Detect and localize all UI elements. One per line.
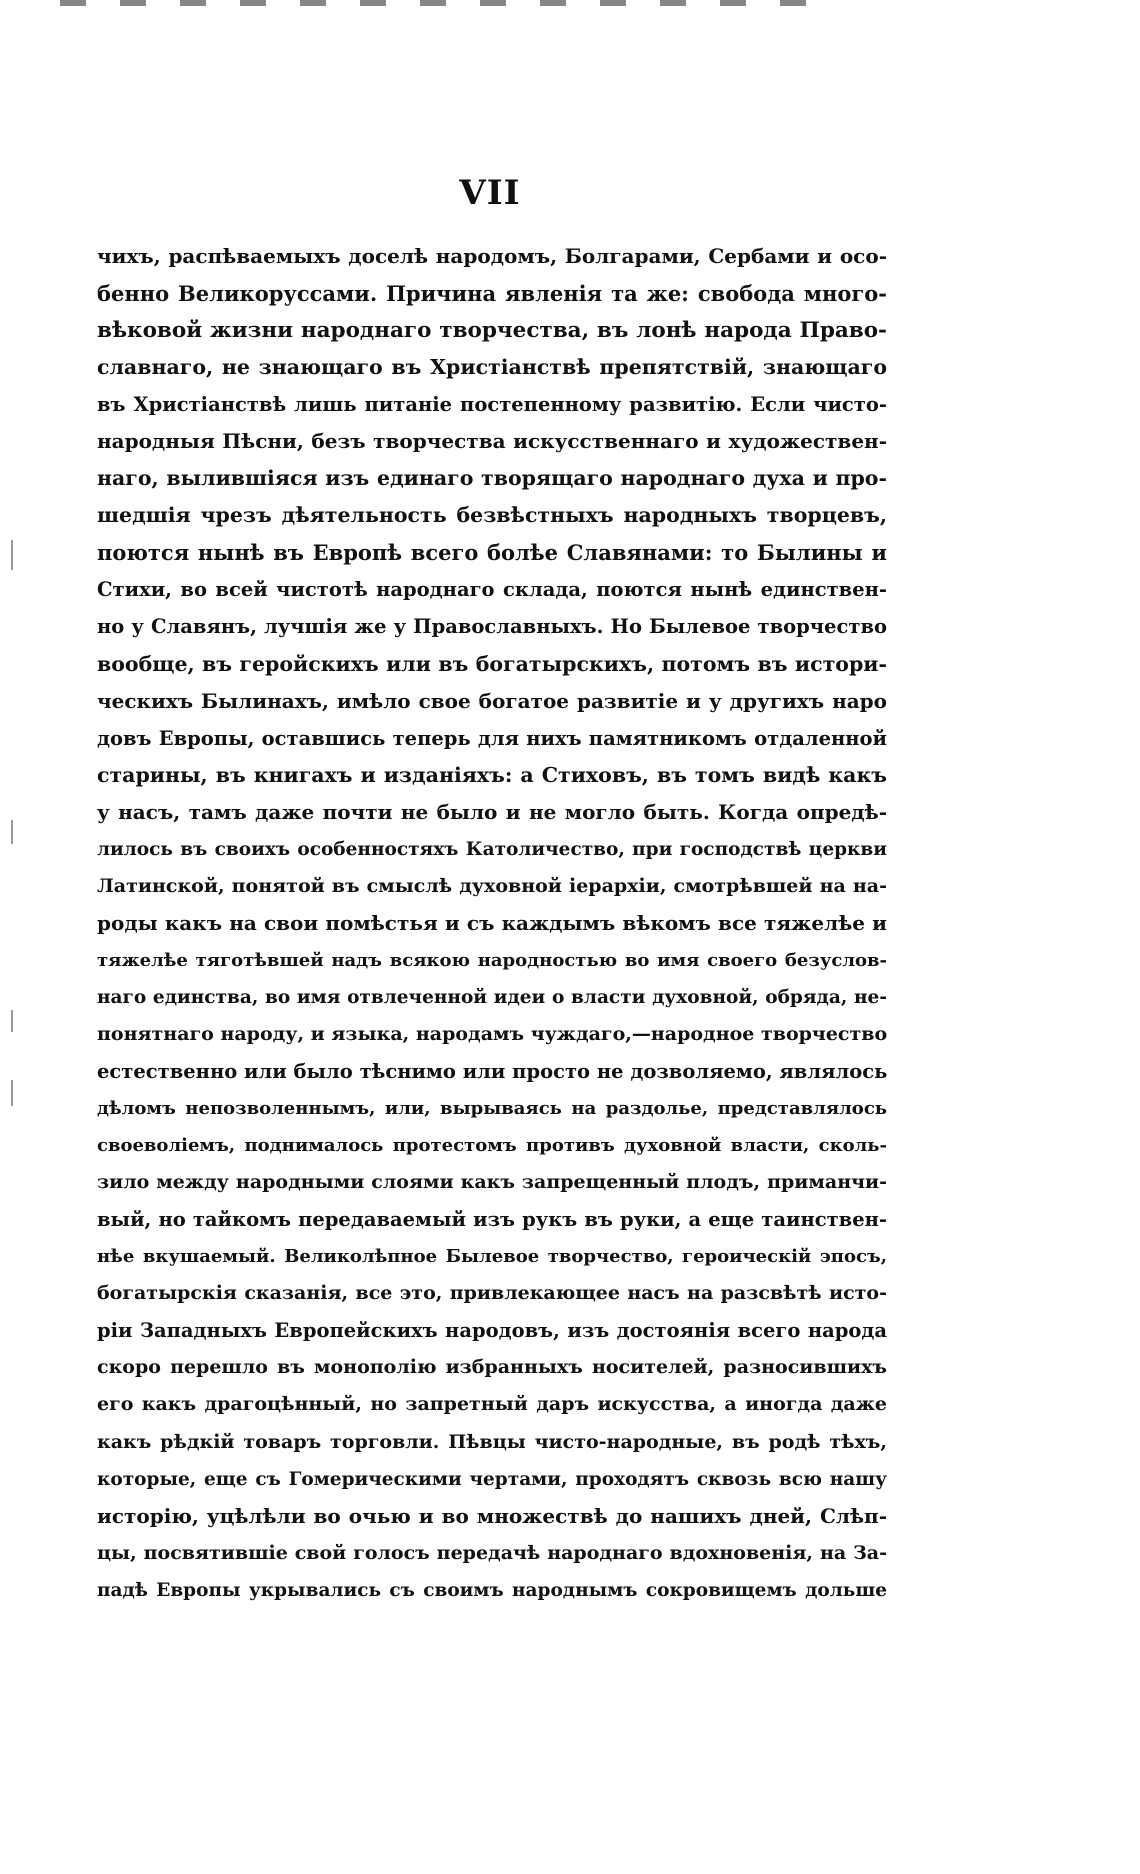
text-line: роды какъ на свои помѣстья и съ каждымъ вѣкомъ все тяжелѣе и bbox=[97, 910, 887, 935]
text-line: зило между народными слоями какъ запрещенный плодъ, приманчи- bbox=[97, 1171, 887, 1194]
text-line: которые, еще съ Гомерическими чертами, проходятъ сквозь всю нашу bbox=[97, 1468, 887, 1490]
text-line: бенно Великоруссами. Причина явленія та же: свобода много- bbox=[97, 281, 887, 307]
margin-scan-mark bbox=[11, 820, 13, 844]
text-line: ческихъ Былинахъ, имѣло свое богатое развитіе и у другихъ наро bbox=[97, 688, 887, 713]
text-line: довъ Европы, оставшись теперь для нихъ памятникомъ отдаленной bbox=[97, 726, 887, 750]
text-line: славнаго, не знающаго въ Христіанствѣ препятствій, знающаго bbox=[97, 355, 887, 380]
text-line: цы, посвятившіе свой голосъ передачѣ народнаго вдохновенія, на За- bbox=[97, 1541, 887, 1564]
text-line: ріи Западныхъ Европейскихъ народовъ, изъ достоянія всего народа bbox=[97, 1319, 887, 1343]
text-line: понятнаго народу, и языка, народамъ чуждаго,—народное творчество bbox=[97, 1022, 887, 1045]
text-line: наго единства, во имя отвлеченной идеи о власти духовной, обряда, не- bbox=[97, 986, 887, 1008]
text-line: какъ рѣдкій товаръ торговли. Пѣвцы чисто-народные, въ родѣ тѣхъ, bbox=[97, 1430, 887, 1453]
text-line: шедшія чрезъ дѣятельность безвѣстныхъ народныхъ творцевъ, bbox=[97, 503, 887, 528]
text-line: нѣе вкушаемый. Великолѣпное Былевое творчество, героическій эпосъ, bbox=[97, 1246, 887, 1268]
text-line: чихъ, распѣваемыхъ доселѣ народомъ, Болгарами, Сербами и осо- bbox=[97, 244, 887, 268]
margin-scan-mark bbox=[11, 1010, 13, 1032]
text-line: тяжелѣе тяготѣвшей надъ всякою народностью во имя своего безуслов- bbox=[97, 949, 887, 971]
text-line: народныя Пѣсни, безъ творчества искусственнаго и художествен- bbox=[97, 429, 887, 454]
text-line: Латинской, понятой въ смыслѣ духовной іерархіи, смотрѣвшей на на- bbox=[97, 874, 887, 897]
text-line: у насъ, тамъ даже почти не было и не могло быть. Когда опредѣ- bbox=[97, 799, 887, 824]
text-line: падѣ Европы укрывались съ своимъ народнымъ сокровищемъ дольше bbox=[97, 1579, 887, 1601]
text-line: лилось въ своихъ особенностяхъ Католичество, при господствѣ церкви bbox=[97, 838, 887, 860]
text-line: поются нынѣ въ Европѣ всего болѣе Славянами: то Былины и bbox=[97, 540, 887, 566]
text-line: исторію, уцѣлѣли во очью и во множествѣ до нашихъ дней, Слѣп- bbox=[97, 1503, 887, 1528]
text-line: богатырскія сказанія, все это, привлекающее насъ на разсвѣтѣ исто- bbox=[97, 1282, 887, 1305]
text-line: естественно или было тѣснимо или просто не дозволяемо, являлось bbox=[97, 1060, 887, 1084]
margin-scan-mark bbox=[11, 540, 13, 570]
text-line: наго, вылившіяся изъ единаго творящаго народнаго духа и про- bbox=[97, 466, 887, 491]
text-line: вый, но тайкомъ передаваемый изъ рукъ въ руки, а еще таинствен- bbox=[97, 1208, 887, 1232]
body-text bbox=[97, 238, 887, 1609]
margin-scan-mark bbox=[11, 1080, 13, 1106]
text-line: скоро перешло въ монополію избранныхъ носителей, разносившихъ bbox=[97, 1356, 887, 1379]
scan-edge-artifact bbox=[60, 0, 820, 6]
text-line: но у Славянъ, лучшія же у Православныхъ. Но Былевое творчество bbox=[97, 615, 887, 639]
text-line: вѣковой жизни народнаго творчества, въ лонѣ народа Право- bbox=[97, 318, 887, 344]
text-line: старины, въ книгахъ и изданіяхъ: а Стиховъ, въ томъ видѣ какъ bbox=[97, 762, 887, 787]
text-line: вообще, въ геройскихъ или въ богатырскихъ, потомъ въ истори- bbox=[97, 651, 887, 676]
text-line: Стихи, во всей чистотѣ народнаго склада, поются нынѣ единствен- bbox=[97, 578, 887, 602]
text-line: въ Христіанствѣ лишь питаніе постепенному развитію. Если чисто- bbox=[97, 393, 887, 417]
text-line: дѣломъ непозволеннымъ, или, вырываясь на раздолье, представлялось bbox=[97, 1098, 887, 1120]
text-line: его какъ драгоцѣнный, но запретный даръ искусства, а иногда даже bbox=[97, 1393, 887, 1416]
page-number: VII bbox=[459, 173, 521, 213]
text-line: своеволіемъ, поднималось протестомъ противъ духовной власти, сколь- bbox=[97, 1135, 887, 1157]
